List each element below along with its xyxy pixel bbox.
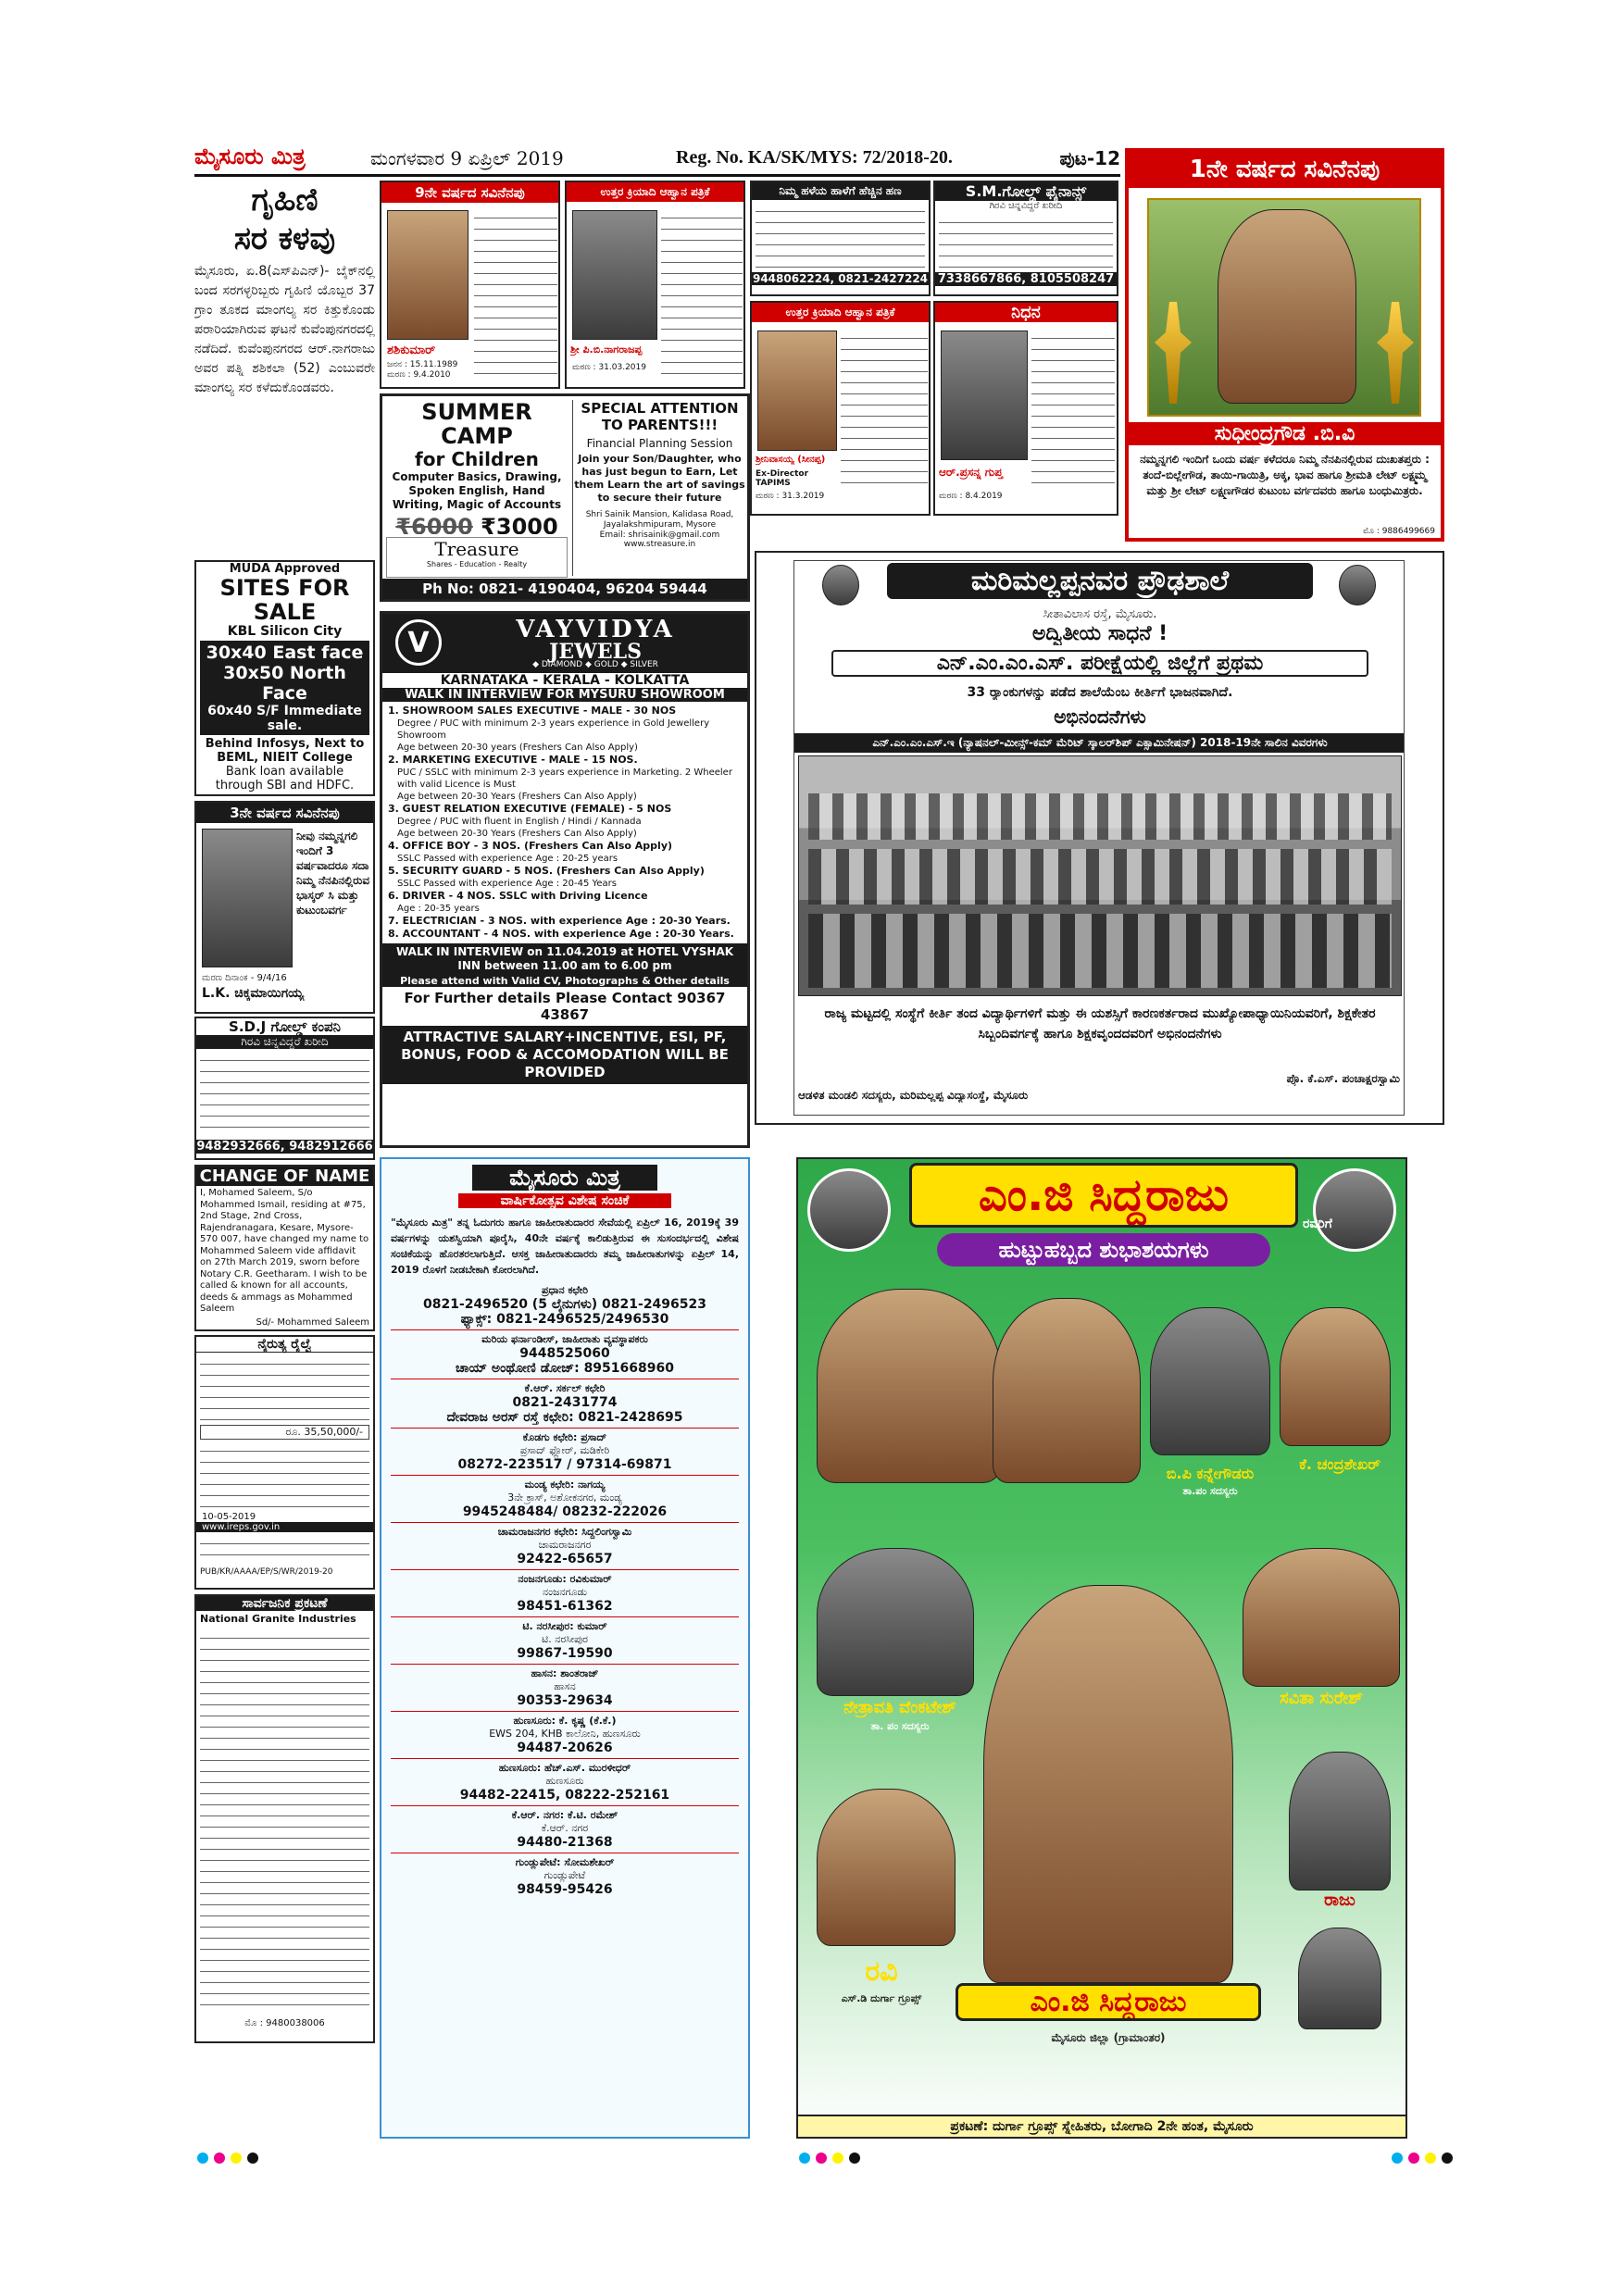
tea-lines xyxy=(756,204,925,268)
office-line2: 90353-29634 xyxy=(517,1693,613,1708)
office-line1: ಕೆ.ಆರ್. ನಗರ xyxy=(541,1822,589,1834)
uttara-kriyadi-1 xyxy=(565,181,745,389)
job-line: 1. SHOWROOM SALES EXECUTIVE - MALE - 30 NOS xyxy=(388,705,677,717)
change-name-title: CHANGE OF NAME xyxy=(196,1167,373,1186)
rem9-dates: ಜನನ : 15.11.1989 ಮರಣ : 9.4.2010 xyxy=(387,360,458,380)
sm-gold-title: S.M.ಗೋಲ್ಡ್ ಫೈನಾನ್ಸ್ xyxy=(935,182,1117,201)
cyan-dot-icon xyxy=(197,2152,208,2164)
uttara1-date: ಮರಣ : 31.03.2019 xyxy=(572,363,646,372)
page-number: ಪುಟ-12 xyxy=(1059,147,1120,169)
uttara1-text-lines xyxy=(661,210,743,381)
railway-title: ನೈರುತ್ಯ ರೈಲ್ವೆ xyxy=(196,1337,373,1353)
black-dot-icon xyxy=(247,2152,258,2164)
person-photo-1 xyxy=(817,1289,1002,1483)
job-line: Age between 20-30 years (Freshers Can Also Apply) xyxy=(397,742,638,753)
rem9-title: 9ನೇ ವರ್ಷದ ಸವಿನೆನಪು xyxy=(381,182,558,203)
muda-size-2: 30x50 North Face xyxy=(223,663,346,704)
treasure-brand xyxy=(386,537,568,578)
uttara2-title: ಉತ್ತರ ಕ್ರಿಯಾದಿ ಆಹ್ವಾನ ಪತ್ರಿಕೆ xyxy=(752,303,929,322)
mitra-office xyxy=(391,1523,739,1570)
job-line: 4. OFFICE BOY - 3 NOS. (Freshers Can Also Apply) xyxy=(388,840,673,852)
change-of-name-notice xyxy=(194,1165,375,1331)
center-role: ಮೈಸೂರು ಜಿಲ್ಲಾ (ಗ್ರಾಮಾಂತರ) xyxy=(1051,2031,1166,2044)
paper-name: ಮೈಸೂರು ಮಿತ್ರ xyxy=(194,144,306,169)
uttara2-role: Ex-Director TAPIMS xyxy=(756,469,809,488)
uttara2-date: ಮರಣ : 31.3.2019 xyxy=(756,492,825,501)
registration-marks-left xyxy=(194,2150,306,2165)
school-sign-1: ಆಡಳಿತ ಮಂಡಲಿ ಸದಸ್ಯರು, ಮರಿಮಲ್ಲಪ್ಪ ವಿದ್ಯಾಸಂಸ್ಥೆ, ಮೈಸೂರು xyxy=(798,1089,1029,1102)
office-line1: 0821-2431774 xyxy=(512,1395,618,1410)
birthday-footer: ಪ್ರಕಟಣೆ: ದುರ್ಗಾ ಗ್ರೂಪ್ಸ್ ಸ್ನೇಹಿತರು, ಬೋಗಾದಿ 2ನೇ ಹಂತ, ಮೈಸೂರು xyxy=(798,2115,1405,2137)
railway-lines-1 xyxy=(200,1356,369,1421)
railway-code: PUB/KR/AAAA/EP/S/WR/2019-20 xyxy=(200,1567,333,1577)
mitra-office xyxy=(391,1570,739,1617)
mitra-office xyxy=(391,1806,739,1853)
founder-photo-left xyxy=(822,565,859,605)
birthday-name: ಎಂ.ಜಿ ಸಿದ್ದರಾಜು xyxy=(909,1163,1298,1228)
sm-gold-finance-ad xyxy=(933,181,1118,296)
tea-waste-ad xyxy=(750,181,931,296)
cyan-dot-icon xyxy=(799,2152,810,2164)
vayvidya-attend: Please attend with Valid CV, Photographs & Other details xyxy=(382,975,747,987)
office-line1: 3ನೇ ಕ್ರಾಸ್, ಅಶೋಕನಗರ, ಮಂಡ್ಯ xyxy=(507,1491,622,1504)
lamp-icon-left xyxy=(1155,302,1192,404)
summer-desc: Computer Basics, Drawing, Spoken English, Hand Writing, Magic of Accounts xyxy=(392,470,562,511)
nidhana-date: ಮರಣ : 8.4.2019 xyxy=(939,492,1003,501)
treasure-name: Treasure xyxy=(434,538,519,560)
mitra-office xyxy=(391,1281,739,1330)
office-label: ಟಿ. ನರಸೀಪುರ: ಕುಮಾರ್ xyxy=(522,1620,607,1632)
office-line2: 98451-61362 xyxy=(517,1599,613,1614)
summer-right xyxy=(572,400,746,576)
vayvidya-name-2: JEWELS xyxy=(548,640,642,664)
muda-phone xyxy=(196,794,373,796)
special-2: TO PARENTS!!! xyxy=(601,417,718,433)
summer-price xyxy=(386,514,568,534)
magenta-dot-icon xyxy=(1408,2152,1419,2164)
office-line1: 9448525060 xyxy=(519,1346,610,1361)
mitra-office xyxy=(391,1330,739,1379)
nidhana-name: ಆರ್.ಪ್ರಸನ್ನ ಗುಪ್ತ xyxy=(939,466,1003,479)
remembrance-3rd-year xyxy=(194,801,375,1014)
students-row-1 xyxy=(808,793,1392,840)
office-label: ಹಾಸನ: ಶಾಂತರಾಜ್ xyxy=(531,1667,599,1679)
students-row-2 xyxy=(808,849,1392,905)
black-dot-icon xyxy=(1442,2152,1453,2164)
summer-camp-ad xyxy=(380,393,750,602)
news-body: ಮೈಸೂರು, ಏ.8(ಎಸ್‌ಪಿಎನ್)- ಬೈಕ್‌ನಲ್ಲಿ ಬಂದ ಸರಗಳ್ಳರಿಬ್ಬರು ಗೃಹಿಣಿ ಯೊಬ್ಬರ 37 ಗ್ರಾಂ ತೂಕದ ಮಾಂಗಲ್ಯ ಸರ ಕಿತ್ತುಕೊಂಡು ಪರಾರಿಯಾಗಿರುವ ಘಟನೆ ಕುವೆಂಪುನಗರದಲ್ಲಿ ನಡೆದಿದೆ. ಕುವೆಂಪುನಗರದ ಆರ್.ನಾಗರಾಜು ಅವರ ಪತ್ನಿ ಶಶಿಕಲಾ (52) ಎಂಬುವರೇ ಮಾಂಗಲ್ಯ ಸರ ಕಳೆದುಕೊಂಡವರು. xyxy=(194,264,375,395)
registration-marks-center xyxy=(796,2150,907,2165)
person-photo-p1 xyxy=(1150,1307,1270,1455)
founder-photo-right xyxy=(1339,565,1376,605)
treasure-sub: Shares - Education - Realty xyxy=(426,560,528,568)
p6-name: ರವಿ xyxy=(865,1955,898,1988)
uttara-kriyadi-2 xyxy=(750,301,931,516)
uttara2-photo xyxy=(757,331,837,451)
center-name: ಎಂ.ಜಿ ಸಿದ್ದರಾಜು xyxy=(956,1983,1261,2021)
rem3-title: 3ನೇ ವರ್ಷದ ಸವಿನೆನಪು xyxy=(196,803,373,823)
black-dot-icon xyxy=(849,2152,860,2164)
mitra-title: ಮೈಸೂರು ಮಿತ್ರ xyxy=(509,1165,620,1191)
office-line2: ದೇವರಾಜ ಅರಸ್ ರಸ್ತೆ ಕಛೇರಿ: 0821-2428695 xyxy=(446,1410,683,1425)
job-line: Degree / PUC with fluent in English / Hindi / Kannada xyxy=(397,817,642,827)
school-desc: 33 ರ‍್ಯಾಂಕುಗಳನ್ನು ಪಡೆದ ಶಾಲೆಯೆಂಬ ಕೀರ್ತಿಗೆ ಭಾಜನವಾಗಿದೆ. xyxy=(967,685,1233,700)
mitra-intro: "ಮೈಸೂರು ಮಿತ್ರ" ತನ್ನ ಓದುಗರು ಹಾಗೂ ಜಾಹೀರಾತುದಾರರ ಸೇವೆಯಲ್ಲಿ ಏಪ್ರಿಲ್ 16, 2019ಕ್ಕೆ 39 ವರ್ಷಗಳನ್ನು ಯಶಸ್ವಿಯಾಗಿ ಪೂರೈಸಿ, 40ನೇ ವರ್ಷಕ್ಕೆ ಕಾಲಿಡುತ್ತಿರುವ ಈ ಸುಸಂದರ್ಭದಲ್ಲಿ ವಿಶೇಷ ಸಂಚಿಕೆಯನ್ನು ಹೊರತರಲಾಗುತ್ತಿದೆ. ಆಸಕ್ತ ಜಾಹೀರಾತುದಾರರು ತಮ್ಮ ಜಾಹೀರಾತುಗಳನ್ನು ಏಪ್ರಿಲ್ 14, 2019 ರೊಳಗೆ ನೀಡಬೇಕಾಗಿ ಕೋರಲಾಗಿದೆ. xyxy=(391,1217,739,1276)
muda-loan-1: Bank loan available xyxy=(225,765,344,779)
office-line1: 0821-2496520 (5 ಲೈನುಗಳು) 0821-2496523 xyxy=(422,1297,707,1312)
vayvidya-jobs xyxy=(382,702,747,943)
tea-title: ನಿಮ್ಮ ಹಳೆಯ ಹಾಳೆಗೆ ಹೆಚ್ಚಿನ ಹಣ xyxy=(752,182,929,200)
school-subhead: ಎನ್.ಎಂ.ಎಂ.ಎಸ್. ಪರೀಕ್ಷೆಯಲ್ಲಿ ಜಿಲ್ಲೆಗೆ ಪ್ರಥಮ xyxy=(831,650,1368,677)
muda-sizes xyxy=(200,641,369,735)
nidhana-photo xyxy=(941,331,1028,460)
office-line1: ಹುಣಸೂರು xyxy=(545,1775,584,1787)
sm-gold-subtitle: ಗಿರವಿ ಚಿನ್ನವಿದ್ದರೆ ಖರೀದಿ xyxy=(989,201,1063,211)
office-label: ಕೆ.ಆರ್. ನಗರ: ಕೆ.ಟಿ. ರಮೇಶ್ xyxy=(511,1809,618,1821)
p1-role: ತಾ.ಪಂ ಸದಸ್ಯರು xyxy=(1182,1485,1238,1497)
person-photo-p2 xyxy=(1280,1307,1391,1446)
job-line: Degree / PUC with minimum 2-3 years experience in Gold Jewellery Showroom xyxy=(397,718,710,741)
job-line: 5. SECURITY GUARD - 5 NOS. (Freshers Can Also Apply) xyxy=(388,865,705,877)
office-line1: ಚಾಮರಾಜನಗರ xyxy=(538,1539,592,1551)
school-band: ಎನ್.ಎಂ.ಎಂ.ಎಸ್.ಇ (ನ್ಯಾಷನಲ್-ಮೀನ್ಸ್-ಕಮ್ ಮೆರಿಟ್ ಸ್ಕಾಲರ್‌ಶಿಪ್ ಎಕ್ಸಾಮಿನೇಷನ್) 2018-19ನೇ ಸಾಲಿನ ವಿವರಗಳು xyxy=(794,733,1405,753)
school-footer: ರಾಜ್ಯ ಮಟ್ಟದಲ್ಲಿ ಸಂಸ್ಥೆಗೆ ಕೀರ್ತಿ ತಂದ ವಿದ್ಯಾರ್ಥಿಗಳಿಗೆ ಮತ್ತು ಈ ಯಶಸ್ಸಿಗೆ ಕಾರಣಕರ್ತರಾದ ಮುಖ್ಯೋಪಾಧ್ಯಾಯಿನಿಯವರಿಗೆ, ಶಿಕ್ಷಕೇತರ ಸಿಬ್ಬಂದಿವರ್ಗಕ್ಕೆ ಹಾಗೂ ಶಿಕ್ಷಕವೃಂದದವರಿಗೆ ಅಭಿನಂದನೆಗಳು xyxy=(824,1006,1376,1042)
registration-marks-right xyxy=(1389,2150,1500,2165)
news-article xyxy=(194,181,375,560)
job-line: 6. DRIVER - 4 NOS. SSLC with Driving Licence xyxy=(388,890,648,902)
school-ad xyxy=(755,551,1444,1125)
mitra-title-wrap xyxy=(472,1165,657,1191)
office-line1: ಟಿ. ನರಸೀಪುರ xyxy=(542,1633,588,1645)
sdj-body-lines xyxy=(200,1053,369,1136)
muda-size-1: 30x40 East face xyxy=(206,643,364,663)
rem9-text-lines xyxy=(474,210,557,381)
mitra-subtitle: ವಾರ್ಷಿಕೋತ್ಸವ ವಿಶೇಷ ಸಂಚಿಕೆ xyxy=(458,1193,671,1208)
p3-name: ನೇತ್ರಾವತಿ ವೆಂಕಟೇಶ್ xyxy=(843,1698,956,1717)
vayvidya-contact: For Further details Please Contact 90367 43867 xyxy=(404,990,726,1023)
vayvidya-states: KARNATAKA - KERALA - KOLKATTA xyxy=(440,673,690,688)
summer-old-price: ₹6000 xyxy=(395,514,473,534)
office-label: ಚಾಮರಾಜನಗರ ಕಛೇರಿ: ಸಿದ್ದಲಿಂಗಸ್ವಾಮಿ xyxy=(497,1526,632,1538)
office-line1: EWS 204, KHB ಕಾಲೋನಿ, ಹುಣಸೂರು xyxy=(489,1728,641,1740)
p5-name: ರಾಜು xyxy=(1324,1890,1355,1910)
muda-loan-2: through SBI and HDFC. xyxy=(215,779,355,792)
sm-gold-phone: 7338667866, 8105508247 xyxy=(935,272,1117,286)
mitra-office xyxy=(391,1712,739,1759)
remembrance-1st-year xyxy=(1125,148,1444,542)
p4-name: ಸವಿತಾ ಸುರೇಶ್ xyxy=(1280,1689,1363,1708)
muda-title: SITES FOR SALE xyxy=(219,575,350,625)
office-line1: ಗುಂಡ್ಲುಪೇಟೆ xyxy=(543,1869,586,1881)
job-line: SSLC Passed with experience Age : 20-45 Years xyxy=(397,879,617,889)
office-line2: 98459-95426 xyxy=(517,1882,613,1897)
vayvidya-header xyxy=(382,614,747,673)
public-notice-lines xyxy=(200,1630,369,2015)
rem1-photo xyxy=(1218,209,1356,404)
vayvidya-jewels-ad xyxy=(380,611,750,1148)
summer-email: Email: shrisainik@gmail.com xyxy=(599,530,720,540)
office-line1: ಹಾಸನ xyxy=(554,1680,576,1692)
session: Financial Planning Session xyxy=(586,437,733,450)
person-photo-p3 xyxy=(817,1548,974,1696)
summer-left xyxy=(386,400,568,534)
magenta-dot-icon xyxy=(816,2152,827,2164)
office-label: ಮರಿಯ ಫರ್ನಾಂಡೀಸ್, ಜಾಹೀರಾತು ವ್ಯವಸ್ಥಾಪಕರು xyxy=(481,1333,648,1345)
uttara1-photo xyxy=(572,210,657,340)
school-address: ಸೀತಾವಿಲಾಸ ರಸ್ತೆ, ಮೈಸೂರು. xyxy=(1043,607,1157,621)
job-line: 8. ACCOUNTANT - 4 NOS. with experience Age : 20-30 Years. xyxy=(388,928,734,940)
office-label: ಹುಣಸೂರು: ಕೆ. ಕೃಷ್ಣ (ಕೆ.ಕೆ.) xyxy=(513,1715,617,1727)
nidhana-text-lines xyxy=(1031,331,1115,488)
sdj-title: S.D.J ಗೋಲ್ಡ್ ಕಂಪನಿ xyxy=(229,1018,341,1035)
vayvidya-name-1: VAYVIDYA xyxy=(516,616,675,643)
muda-size-3: 60x40 S/F Immediate sale. xyxy=(207,704,362,733)
rem9-photo xyxy=(387,210,468,340)
masthead xyxy=(194,144,1120,177)
mitra-office xyxy=(391,1759,739,1806)
session-desc: Join your Son/Daughter, who has just begun to Earn, Let them Learn the art of savings to secure their future xyxy=(574,453,745,504)
summer-address: Shri Sainik Mansion, Kalidasa Road, Jayalakshmipuram, Mysore xyxy=(585,510,734,530)
person-photo-center-top xyxy=(993,1298,1141,1483)
remembrance-9th-year xyxy=(380,181,560,389)
muda-place: KBL Silicon City xyxy=(227,624,343,639)
nidhana-title: ನಿಧನ xyxy=(935,303,1117,322)
students-row-3 xyxy=(808,914,1392,988)
p3-role: ತಾ. ಪಂ ಸದಸ್ಯರು xyxy=(870,1720,930,1732)
magenta-dot-icon xyxy=(214,2152,225,2164)
sm-gold-lines xyxy=(939,215,1113,268)
school-congrats: ಅಭಿನಂದನೆಗಳು xyxy=(1054,705,1146,728)
mitra-office xyxy=(391,1476,739,1523)
summer-phone: Ph No: 0821- 4190404, 96204 59444 xyxy=(382,579,747,599)
uttara2-name: ಶ್ರೀನಿವಾಸಯ್ಯ (ಸೀನಪ್ಪ) xyxy=(756,455,826,465)
school-inner xyxy=(793,560,1405,1116)
public-notice-title: ಸಾರ್ವಜನಿಕ ಪ್ರಕಟಣೆ xyxy=(196,1596,373,1611)
office-label: ಕೊಡಗು ಕಛೇರಿ: ಪ್ರಸಾದ್ xyxy=(522,1431,607,1443)
rem1-name: ಸುಧೀಂದ್ರಗೌಡ .ಬಿ.ವಿ xyxy=(1129,422,1441,445)
office-line1: ಪ್ರಸಾದ್ ಫ್ಲೋರ್, ಮಡಿಕೇರಿ xyxy=(519,1444,610,1456)
mitra-office xyxy=(391,1853,739,1900)
lamp-icon-right xyxy=(1377,302,1414,404)
birthday-ravarige: ರವರಿಗೆ xyxy=(1303,1217,1332,1231)
school-headline: ಅದ್ವಿತೀಯ ಸಾಧನೆ ! xyxy=(1031,622,1168,645)
change-name-body: I, Mohamed Saleem, S/o Mohammed Ismail, residing at #75, 2nd Stage, 2nd Cross, Rajendranagara, Kesare, Mysore-570 007, have changed my name to Mohammed Saleem vide affidavit on 27th March 2019, sworn before Notary C.R. Geetharam. I wish to be called & known for all accounts, deeds & ammags as Mohammed Saleem xyxy=(200,1188,369,1314)
summer-title-1: SUMMER CAMP xyxy=(421,400,532,449)
public-notice xyxy=(194,1594,375,2043)
railway-lines-3 xyxy=(200,1536,369,1564)
vayvidya-tag: ◆ DIAMOND ◆ GOLD ◆ SILVER xyxy=(532,660,658,669)
vayvidya-logo-icon: V xyxy=(395,619,442,666)
railway-tender xyxy=(194,1335,375,1590)
uttara2-text-lines xyxy=(841,331,928,488)
summer-title-2: for Children xyxy=(415,448,539,470)
birthday-ad xyxy=(796,1157,1407,2139)
office-label: ಪ್ರಧಾನ ಕಛೇರಿ xyxy=(541,1284,589,1296)
public-notice-company: National Granite Industries xyxy=(200,1613,356,1625)
nidhana-obituary xyxy=(933,301,1118,516)
school-name: ಮರಿಮಲ್ಲಪ್ಪನವರ ಪ್ರೌಢಶಾಲೆ xyxy=(887,563,1313,599)
uttara1-name: ಶ್ರೀ ಪಿ.ಬಿ.ನಾಗರಾಜಪ್ಪ xyxy=(570,343,643,356)
person-photo-p7 xyxy=(1298,1928,1381,2029)
office-line2: ಫ್ಯಾಕ್ಸ್: 0821-2496525/2496530 xyxy=(460,1312,669,1327)
office-label: ಮಂಡ್ಯ ಕಛೇರಿ: ನಾಗಯ್ಯ xyxy=(524,1479,606,1491)
rem1-text: ನಮ್ಮನ್ನಗಲಿ ಇಂದಿಗೆ ಒಂದು ವರ್ಷ ಕಳೆದರೂ ನಿಮ್ಮ ನೆನಪಿನಲ್ಲಿರುವ ದುಃಖತಪ್ತರು : ತಂದೆ-ಬಿಲ್ಲೇಗೌಡ, ತಾಯಿ-ಗಾಯಿತ್ರಿ, ಅಕ್ಕ, ಭಾವ ಹಾಗೂ ಶ್ರೀಮತಿ ಲೇಟ್ ಲಕ್ಷ್ಮಮ್ಮ ಮತ್ತು ಶ್ರೀ ಲೇಟ್ ಲಕ್ಷ್ಮಣಗೌಡರ ಕುಟುಂಬ ವರ್ಗದವರು ಹಾಗೂ ಬಂಧುಮಿತ್ರರು. xyxy=(1140,453,1430,497)
p2-name: ಕೆ. ಚಂದ್ರಶೇಖರ್ xyxy=(1299,1455,1380,1473)
office-line2: 9945248484/ 08232-222026 xyxy=(462,1504,668,1519)
person-photo-p4 xyxy=(1243,1548,1400,1687)
vayvidya-walkin: WALK IN INTERVIEW FOR MYSURU SHOWROOM xyxy=(382,688,747,702)
office-label: ಕೆ.ಆರ್. ಸರ್ಕಲ್ ಕಛೇರಿ xyxy=(524,1382,606,1394)
rem1-phone: ಮೊ : 9886499669 xyxy=(1363,527,1435,536)
office-line2: 94487-20626 xyxy=(517,1741,613,1755)
office-line2: ಚಾಯ್ ಅಂಥೋಣಿ ಡೋಜ್: 8951668960 xyxy=(456,1361,674,1376)
birthday-wish: ಹುಟ್ಟುಹಬ್ಬದ ಶುಭಾಶಯಗಳು xyxy=(937,1233,1270,1267)
office-label: ನಂಜನಗೂಡು: ರವಿಕುಮಾರ್ xyxy=(518,1573,612,1585)
muda-sites-ad xyxy=(194,560,375,796)
school-sign-2: ಪ್ರೊ. ಕೆ.ಎಸ್. ಪಂಚಾಕ್ಷರಸ್ವಾಮಿ xyxy=(1286,1072,1400,1085)
rem3-name: L.K. ಚಿಕ್ಕಮಾಯಿಗಯ್ಯ xyxy=(202,986,305,1001)
school-group-photo xyxy=(798,755,1402,996)
job-line: 3. GUEST RELATION EXECUTIVE (FEMALE) - 5 NOS xyxy=(388,803,672,815)
yellow-dot-icon xyxy=(832,2152,843,2164)
leader-photo-left xyxy=(807,1168,891,1252)
reg-number: Reg. No. KA/SK/MYS: 72/2018-20. xyxy=(676,147,953,168)
office-line2: 08272-223517 / 97314-69871 xyxy=(457,1457,672,1472)
rem1-title: 1ನೇ ವರ್ಷದ ಸವಿನೆನಪು xyxy=(1129,152,1441,188)
main-photo xyxy=(983,1585,1233,1983)
summer-new-price: ₹3000 xyxy=(481,514,558,534)
mitra-anniversary xyxy=(380,1157,750,2139)
news-headline-1: ಗೃಹಿಣಿ xyxy=(251,181,319,218)
railway-site: www.ireps.gov.in xyxy=(196,1522,373,1532)
rem9-name: ಶಶಿಕುಮಾರ್ xyxy=(387,343,436,357)
rem3-photo xyxy=(202,829,293,967)
person-photo-p6 xyxy=(817,1789,956,1946)
office-label: ಗುಂಡ್ಲುಪೇಟೆ: ಸೋಮಶೇಖರ್ xyxy=(515,1856,615,1868)
yellow-dot-icon xyxy=(1425,2152,1436,2164)
job-line: 2. MARKETING EXECUTIVE - MALE - 15 NOS. xyxy=(388,754,638,766)
job-line: Age : 20-35 years xyxy=(397,904,480,914)
office-line2: 94480-21368 xyxy=(517,1835,613,1850)
sdj-gold-ad xyxy=(194,1017,375,1160)
job-line: 7. ELECTRICIAN - 3 NOS. with experience Age : 20-30 Years. xyxy=(388,915,731,927)
vayvidya-salary: ATTRACTIVE SALARY+INCENTIVE, ESI, PF, BONUS, FOOD & ACCOMODATION WILL BE PROVIDED xyxy=(382,1026,747,1084)
mitra-office xyxy=(391,1665,739,1712)
vayvidya-interview: WALK IN INTERVIEW on 11.04.2019 at HOTEL VYSHAK INN between 11.00 am to 6.00 pm xyxy=(382,943,747,975)
office-line2: 99867-19590 xyxy=(517,1646,613,1661)
change-name-sign: Sd/- Mohammed Saleem xyxy=(256,1316,369,1328)
mitra-office xyxy=(391,1617,739,1665)
tea-phone: 9448062224, 0821-2427224 xyxy=(752,272,929,285)
uttara1-title: ಉತ್ತರ ಕ್ರಿಯಾದಿ ಆಹ್ವಾನ ಪತ್ರಿಕೆ xyxy=(567,182,743,202)
railway-amount: ರೂ. 35,50,000/- xyxy=(200,1425,369,1440)
office-line2: 94482-22415, 08222-252161 xyxy=(459,1788,670,1803)
mitra-office xyxy=(391,1379,739,1429)
rem3-died: ಮರಣ ದಿನಾಂಕ - 9/4/16 xyxy=(202,973,287,983)
p1-name: ಬಿ.ಪಿ ಕನ್ನೇಗೌಡರು xyxy=(1166,1465,1255,1482)
sdj-phone: 9482932666, 9482912666 xyxy=(196,1140,373,1154)
job-line: Age between 20-30 Years (Freshers Can Also Apply) xyxy=(397,829,637,839)
muda-top: MUDA Approved xyxy=(229,562,341,576)
cyan-dot-icon xyxy=(1392,2152,1403,2164)
summer-web: www.streasure.in xyxy=(623,540,696,549)
office-line2: 92422-65657 xyxy=(517,1552,613,1566)
rem1-photo-frame xyxy=(1147,198,1421,417)
issue-date: ಮಂಗಳವಾರ 9 ಏಪ್ರಿಲ್ 2019 xyxy=(370,147,564,169)
mitra-office xyxy=(391,1429,739,1476)
p6-role: ಎಸ್.ಡಿ ದುರ್ಗಾ ಗ್ರೂಪ್ಸ್ xyxy=(841,1992,922,2004)
railway-lines-2 xyxy=(200,1443,369,1508)
yellow-dot-icon xyxy=(231,2152,242,2164)
muda-info: Behind Infosys, Next to BEML, NIEIT College xyxy=(205,737,365,765)
job-line: PUC / SSLC with minimum 2-3 years experience in Marketing. 2 Wheeler with valid Licence is Must xyxy=(397,767,732,790)
office-line1: ನಂಜನಗೂಡು xyxy=(543,1586,587,1598)
person-photo-p5 xyxy=(1289,1752,1391,1890)
mitra-offices xyxy=(381,1281,748,1900)
job-line: Age between 20-30 Years (Freshers Can Also Apply) xyxy=(397,792,637,802)
leader-photo-right xyxy=(1313,1168,1396,1252)
special-1: SPECIAL ATTENTION xyxy=(581,400,739,417)
railway-date: 10-05-2019 xyxy=(202,1512,256,1522)
public-notice-footer: ಮೊ : 9480038006 xyxy=(244,2018,325,2028)
rem3-text: ನೀವು ನಮ್ಮನ್ನಗಲಿ ಇಂದಿಗೆ 3 ವರ್ಷವಾದರೂ ಸದಾ ನಿಮ್ಮ ನೆನಪಿನಲ್ಲಿರುವ ಭಾಸ್ಕರ್ ಸಿ ಮತ್ತು ಕುಟುಂಬವರ್ಗ xyxy=(296,830,370,917)
job-line: SSLC Passed with experience Age : 20-25 years xyxy=(397,854,618,864)
sdj-subtitle: ಗಿರವಿ ಚಿನ್ನವಿದ್ದರೆ ಖರೀದಿ xyxy=(196,1035,373,1049)
office-label: ಹುಣಸೂರು: ಹೆಚ್.ಎಸ್. ಮುರಳೀಧರ್ xyxy=(498,1762,631,1774)
news-headline-2: ಸರ ಕಳವು xyxy=(233,220,336,257)
